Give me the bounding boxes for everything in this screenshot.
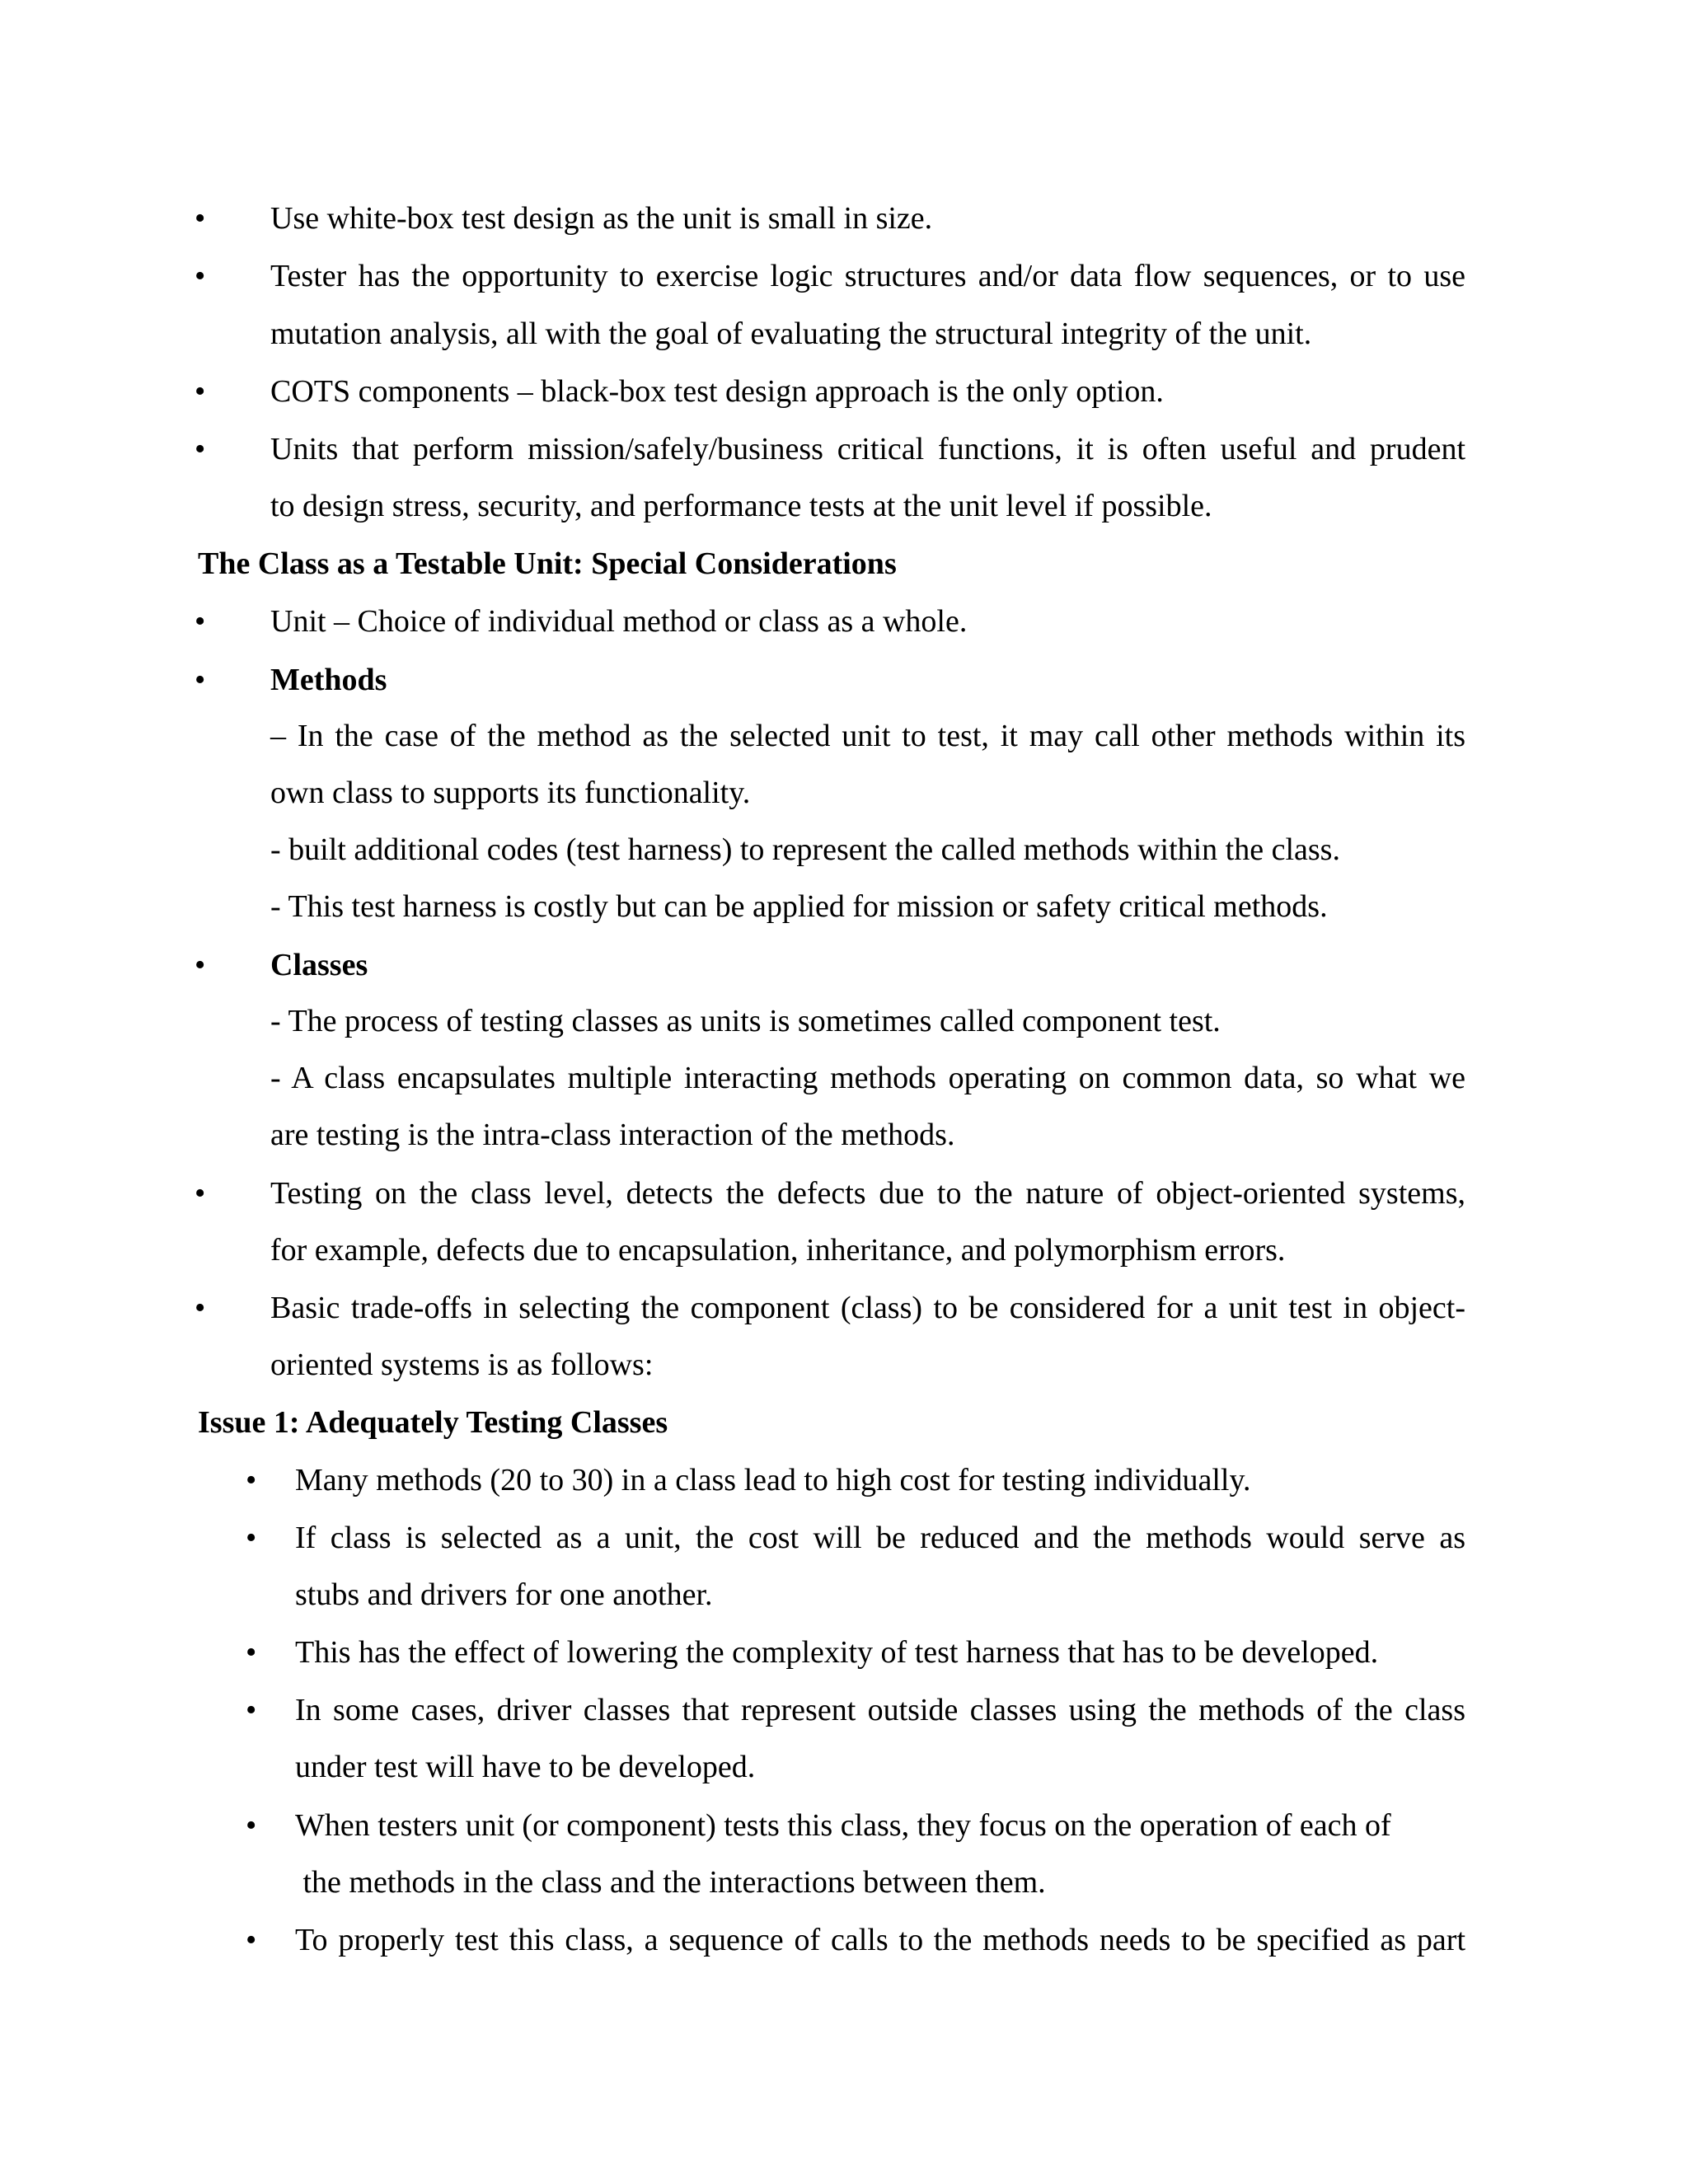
bullet: •	[195, 432, 206, 466]
text-line: This has the effect of lowering the complexity of test harness that has to be developed.	[295, 1635, 1379, 1670]
bullet: •	[246, 1923, 257, 1957]
text-line: the methods in the class and the interactions between them.	[295, 1865, 1046, 1900]
text-line: own class to supports its functionality.	[270, 776, 751, 810]
text-line: Use white-box test design as the unit is small in size.	[270, 201, 933, 236]
text-line: - A class encapsulates multiple interacting methods operating on common data, so what we	[270, 1061, 1465, 1095]
text-line: COTS components – black-box test design approach is the only option.	[270, 374, 1164, 409]
bullet: •	[195, 663, 206, 697]
text-line: oriented systems is as follows:	[270, 1347, 654, 1382]
text-line: - built additional codes (test harness) to represent the called methods within the class.	[270, 832, 1340, 867]
text-line: – In the case of the method as the selected unit to test, it may call other methods within its	[270, 719, 1465, 753]
bullet: •	[246, 1693, 257, 1727]
bullet: •	[195, 948, 206, 982]
bullet: •	[195, 374, 206, 409]
bullet: •	[195, 1176, 206, 1211]
text-line: Testing on the class level, detects the defects due to the nature of object-oriented systems,	[270, 1176, 1465, 1211]
text-line: Unit – Choice of individual method or class as a whole.	[270, 604, 968, 639]
subheading-classes: Classes	[270, 948, 368, 982]
text-line: Tester has the opportunity to exercise logic structures and/or data flow sequences, or to use	[270, 259, 1465, 293]
text-line: stubs and drivers for one another.	[295, 1577, 713, 1612]
text-line: - The process of testing classes as units is sometimes called component test.	[270, 1004, 1221, 1038]
text-line: Many methods (20 to 30) in a class lead to high cost for testing individually.	[295, 1463, 1251, 1497]
section-heading: The Class as a Testable Unit: Special Considerations	[198, 546, 897, 581]
bullet: •	[246, 1635, 257, 1670]
text-line: In some cases, driver classes that represent outside classes using the methods of the class	[295, 1693, 1465, 1727]
text-line: under test will have to be developed.	[295, 1750, 756, 1784]
bullet: •	[195, 604, 206, 639]
bullet: •	[195, 259, 206, 293]
text-line: To properly test this class, a sequence of calls to the methods needs to be specified as part	[295, 1923, 1465, 1957]
bullet: •	[195, 1291, 206, 1325]
text-line: - This test harness is costly but can be applied for mission or safety critical methods.	[270, 889, 1328, 924]
text-line: When testers unit (or component) tests this class, they focus on the operation of each of	[295, 1808, 1391, 1843]
text-line: mutation analysis, all with the goal of evaluating the structural integrity of the unit.	[270, 316, 1312, 351]
text-line: If class is selected as a unit, the cost will be reduced and the methods would serve as	[295, 1521, 1465, 1555]
bullet: •	[246, 1808, 257, 1843]
bullet: •	[195, 201, 206, 236]
bullet: •	[246, 1463, 257, 1497]
text-line: Units that perform mission/safely/business critical functions, it is often useful and prudent	[270, 432, 1465, 466]
text-line: Basic trade-offs in selecting the component (class) to be considered for a unit test in object-	[270, 1291, 1465, 1325]
section-heading: Issue 1: Adequately Testing Classes	[198, 1405, 668, 1440]
text-line: to design stress, security, and performance tests at the unit level if possible.	[270, 489, 1212, 523]
subheading-methods: Methods	[270, 663, 387, 697]
text-line: are testing is the intra-class interaction of the methods.	[270, 1118, 955, 1152]
text-line: for example, defects due to encapsulation, inheritance, and polymorphism errors.	[270, 1233, 1286, 1268]
bullet: •	[246, 1521, 257, 1555]
